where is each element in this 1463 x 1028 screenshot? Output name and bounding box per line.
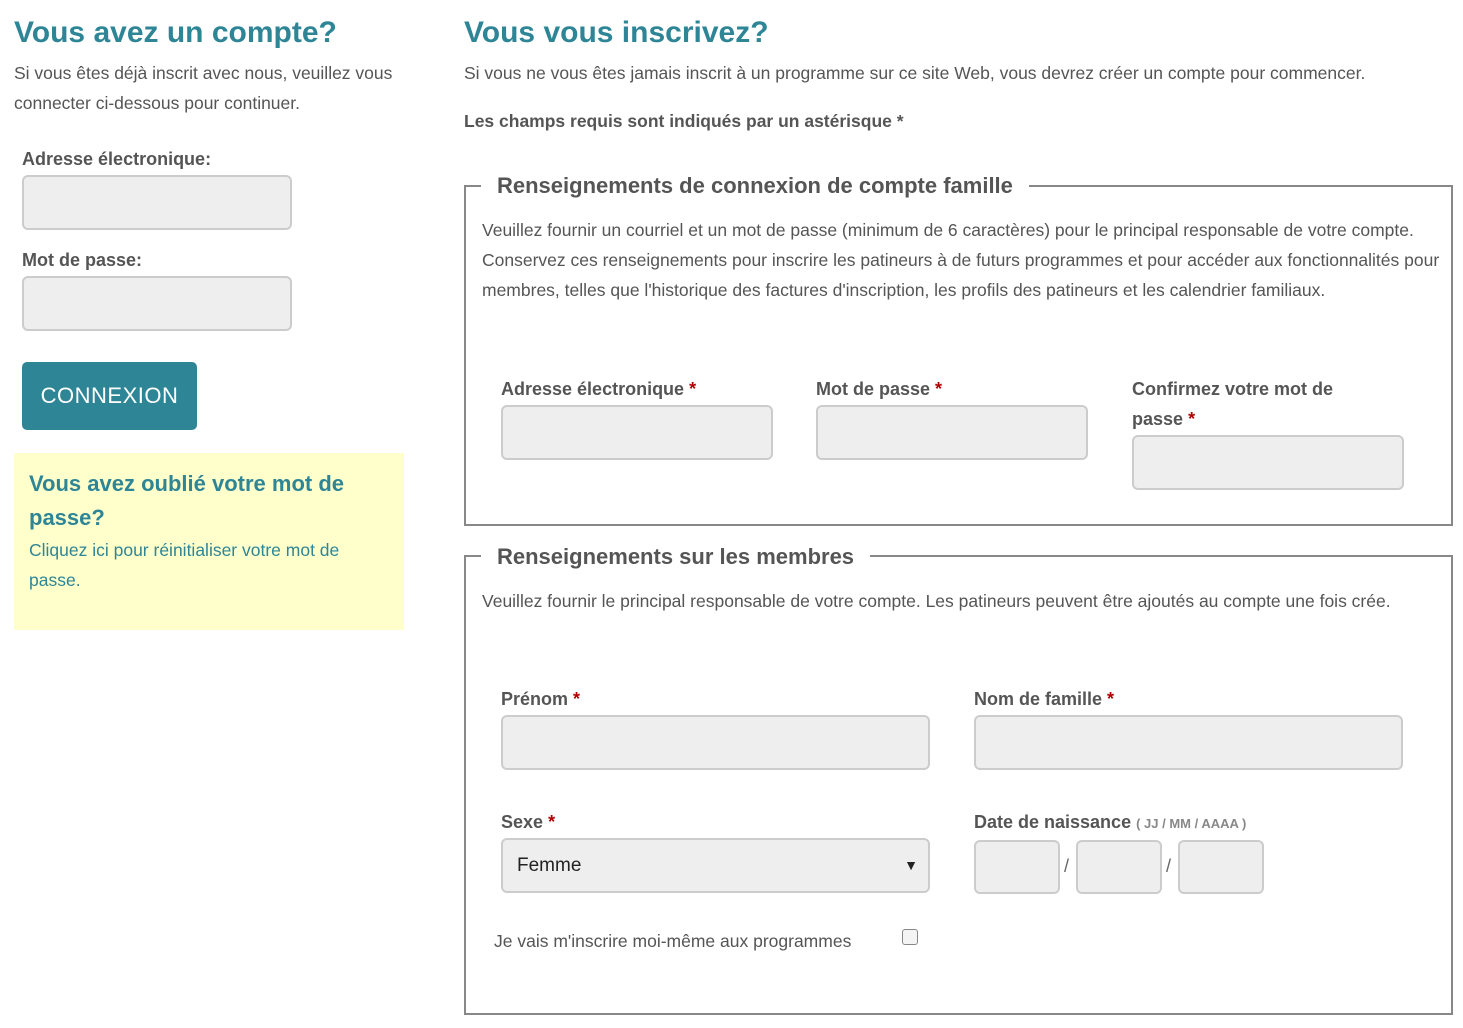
- self-register-checkbox[interactable]: [902, 929, 918, 945]
- forgot-password-link[interactable]: Cliquez ici pour réinitialiser votre mot de passe.: [29, 540, 340, 590]
- required-mark: *: [1107, 689, 1115, 709]
- sex-select[interactable]: [501, 838, 930, 893]
- dob-day-input[interactable]: [974, 840, 1060, 894]
- account-legend: Renseignements de connexion de compte famille: [481, 171, 1029, 201]
- required-mark: *: [573, 689, 581, 709]
- member-description: Veuillez fournir le principal responsable de votre compte. Les patineurs peuvent être ajoutés au compte une fois crée.: [482, 591, 1391, 611]
- dob-year-input[interactable]: [1178, 840, 1264, 894]
- reg-confirm-label: Confirmez votre mot de passe *: [1132, 379, 1334, 429]
- self-register-label: Je vais m'inscrire moi-même aux programmes: [494, 931, 852, 951]
- last-name-input[interactable]: [974, 715, 1403, 770]
- dob-label: Date de naissance ( JJ / MM / AAAA ): [974, 812, 1247, 832]
- login-email-input[interactable]: [22, 175, 292, 230]
- required-mark: *: [548, 812, 556, 832]
- login-email-label: Adresse électronique:: [22, 149, 212, 169]
- login-intro: Si vous êtes déjà inscrit avec nous, veuillez vous connecter ci-dessous pour continuer.: [14, 63, 393, 113]
- first-name-input[interactable]: [501, 715, 930, 770]
- login-button[interactable]: CONNEXION: [22, 362, 197, 430]
- account-description: Veuillez fournir un courriel et un mot de passe (minimum de 6 caractères) pour le principal responsable de votre compte. Conservez ces renseignements pour inscrire les patineurs à de futurs programmes et pour accéder aux fonctionnalités pour membres, telles que l'historique des factures d'inscription, les profils des patineurs et les calendrier familiaux.: [482, 220, 1440, 300]
- dob-separator: /: [1166, 856, 1172, 876]
- reg-password-label: Mot de passe *: [816, 379, 943, 399]
- login-password-input[interactable]: [22, 276, 292, 331]
- first-name-label: Prénom *: [501, 689, 581, 709]
- sex-label: Sexe *: [501, 812, 556, 832]
- login-title: Vous avez un compte?: [14, 16, 337, 49]
- login-password-label: Mot de passe:: [22, 250, 143, 270]
- required-mark: *: [935, 379, 943, 399]
- reg-password-input[interactable]: [816, 405, 1088, 460]
- dropdown-arrow-icon: ▼: [904, 857, 918, 873]
- forgot-password-title: Vous avez oublié votre mot de passe?: [29, 471, 344, 530]
- last-name-label: Nom de famille *: [974, 689, 1115, 709]
- register-intro: Si vous ne vous êtes jamais inscrit à un programme sur ce site Web, vous devrez créer un compte pour commencer.: [464, 63, 1366, 83]
- required-note: Les champs requis sont indiqués par un astérisque *: [464, 111, 904, 131]
- required-mark: *: [1188, 409, 1196, 429]
- dob-separator: /: [1064, 856, 1070, 876]
- reg-email-label: Adresse électronique *: [501, 379, 697, 399]
- register-title: Vous vous inscrivez?: [464, 16, 769, 49]
- forgot-password-box: [14, 453, 404, 630]
- sex-selected-value: Femme: [517, 854, 582, 876]
- member-legend: Renseignements sur les membres: [481, 542, 870, 572]
- reg-confirm-input[interactable]: [1132, 435, 1404, 490]
- reg-email-input[interactable]: [501, 405, 773, 460]
- required-mark: *: [689, 379, 697, 399]
- dob-hint: ( JJ / MM / AAAA ): [1136, 816, 1247, 831]
- dob-month-input[interactable]: [1076, 840, 1162, 894]
